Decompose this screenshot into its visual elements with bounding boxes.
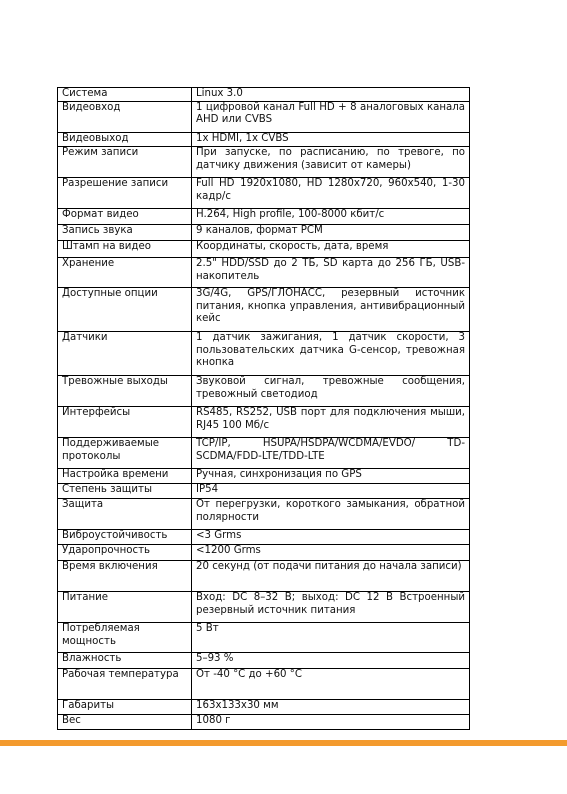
spec-key: Время включения <box>58 561 192 592</box>
spec-row <box>58 88 470 102</box>
spec-value: IP54 <box>192 484 470 499</box>
spec-row <box>58 438 470 469</box>
spec-row <box>58 241 470 258</box>
spec-key: Ударопрочность <box>58 545 192 561</box>
spec-key: Разрешение записи <box>58 178 192 209</box>
spec-value: Координаты, скорость, дата, время <box>192 241 470 258</box>
spec-row <box>58 530 470 545</box>
spec-value: Full HD 1920x1080, HD 1280x720, 960x540, 1-30 кадр/с <box>192 178 470 209</box>
spec-key: Интерфейсы <box>58 407 192 438</box>
spec-value: 3G/4G, GPS/ГЛОНАСС, резервный источник питания, кнопка управления, антивибрационный кейс <box>192 288 470 332</box>
spec-row <box>58 258 470 288</box>
spec-row <box>58 147 470 178</box>
spec-row <box>58 715 470 729</box>
spec-value: Звуковой сигнал, тревожные сообщения, тревожный светодиод <box>192 376 470 407</box>
spec-value: При запуске, по расписанию, по тревоге, по датчику движения (зависит от камеры) <box>192 147 470 178</box>
spec-row <box>58 407 470 438</box>
spec-value: 5 Вт <box>192 623 470 653</box>
spec-value: 1 цифровой канал Full HD + 8 аналоговых канала AHD или CVBS <box>192 102 470 133</box>
spec-key: Габариты <box>58 700 192 715</box>
spec-key: Система <box>58 88 192 102</box>
spec-value: <3 Grms <box>192 530 470 545</box>
spec-key: Поддерживаемые протоколы <box>58 438 192 469</box>
spec-key: Видеовыход <box>58 133 192 147</box>
spec-row <box>58 700 470 715</box>
spec-row <box>58 669 470 700</box>
spec-key: Степень защиты <box>58 484 192 499</box>
spec-value: 20 секунд (от подачи питания до начала записи) <box>192 561 470 592</box>
spec-row <box>58 545 470 561</box>
spec-row <box>58 623 470 653</box>
spec-key: Хранение <box>58 258 192 288</box>
spec-value: TCP/IP, HSUPA/HSDPA/WCDMA/EVDO/ TD-SCDMA/FDD-LTE/TDD-LTE <box>192 438 470 469</box>
spec-value: Ручная, синхронизация по GPS <box>192 469 470 484</box>
specifications-table-body <box>58 88 470 730</box>
spec-key: Настройка времени <box>58 469 192 484</box>
spec-key: Доступные опции <box>58 288 192 332</box>
spec-value: От перегрузки, короткого замыкания, обратной полярности <box>192 499 470 530</box>
spec-value: 1x HDMI, 1x CVBS <box>192 133 470 147</box>
spec-row <box>58 469 470 484</box>
spec-value: <1200 Grms <box>192 545 470 561</box>
spec-row <box>58 288 470 332</box>
spec-key: Потребляемая мощность <box>58 623 192 653</box>
spec-value: 9 каналов, формат PCM <box>192 225 470 241</box>
spec-row <box>58 484 470 499</box>
spec-key: Виброустойчивость <box>58 530 192 545</box>
spec-row <box>58 133 470 147</box>
spec-row <box>58 376 470 407</box>
spec-row <box>58 332 470 376</box>
spec-key: Видеовход <box>58 102 192 133</box>
spec-value: 163x133x30 мм <box>192 700 470 715</box>
spec-row <box>58 178 470 209</box>
spec-row <box>58 499 470 530</box>
specifications-table <box>57 87 470 730</box>
spec-row <box>58 592 470 623</box>
spec-key: Влажность <box>58 653 192 669</box>
spec-key: Вес <box>58 715 192 729</box>
spec-key: Питание <box>58 592 192 623</box>
spec-value: H.264, High profile, 100-8000 кбит/с <box>192 209 470 225</box>
spec-value: 1 датчик зажигания, 1 датчик скорости, 3 пользовательских датчика G-сенсор, тревожная кнопка <box>192 332 470 376</box>
spec-key: Штамп на видео <box>58 241 192 258</box>
bottom-accent-bar <box>0 740 567 746</box>
spec-key: Запись звука <box>58 225 192 241</box>
spec-row <box>58 209 470 225</box>
spec-key: Режим записи <box>58 147 192 178</box>
spec-value: Linux 3.0 <box>192 88 470 102</box>
spec-key: Датчики <box>58 332 192 376</box>
spec-value: 2.5" HDD/SSD до 2 ТБ, SD карта до 256 ГБ, USB-накопитель <box>192 258 470 288</box>
spec-value: RS485, RS252, USB порт для подключения мыши, RJ45 100 Мб/с <box>192 407 470 438</box>
spec-key: Защита <box>58 499 192 530</box>
spec-key: Формат видео <box>58 209 192 225</box>
spec-value: 1080 г <box>192 715 470 729</box>
spec-value: 5–93 % <box>192 653 470 669</box>
spec-key: Рабочая температура <box>58 669 192 700</box>
spec-row <box>58 225 470 241</box>
spec-row <box>58 653 470 669</box>
spec-key: Тревожные выходы <box>58 376 192 407</box>
spec-value: Вход: DC 8–32 В; выход: DC 12 В Встроенный резервный источник питания <box>192 592 470 623</box>
spec-row <box>58 102 470 133</box>
spec-row <box>58 561 470 592</box>
spec-value: От -40 °C до +60 °C <box>192 669 470 700</box>
